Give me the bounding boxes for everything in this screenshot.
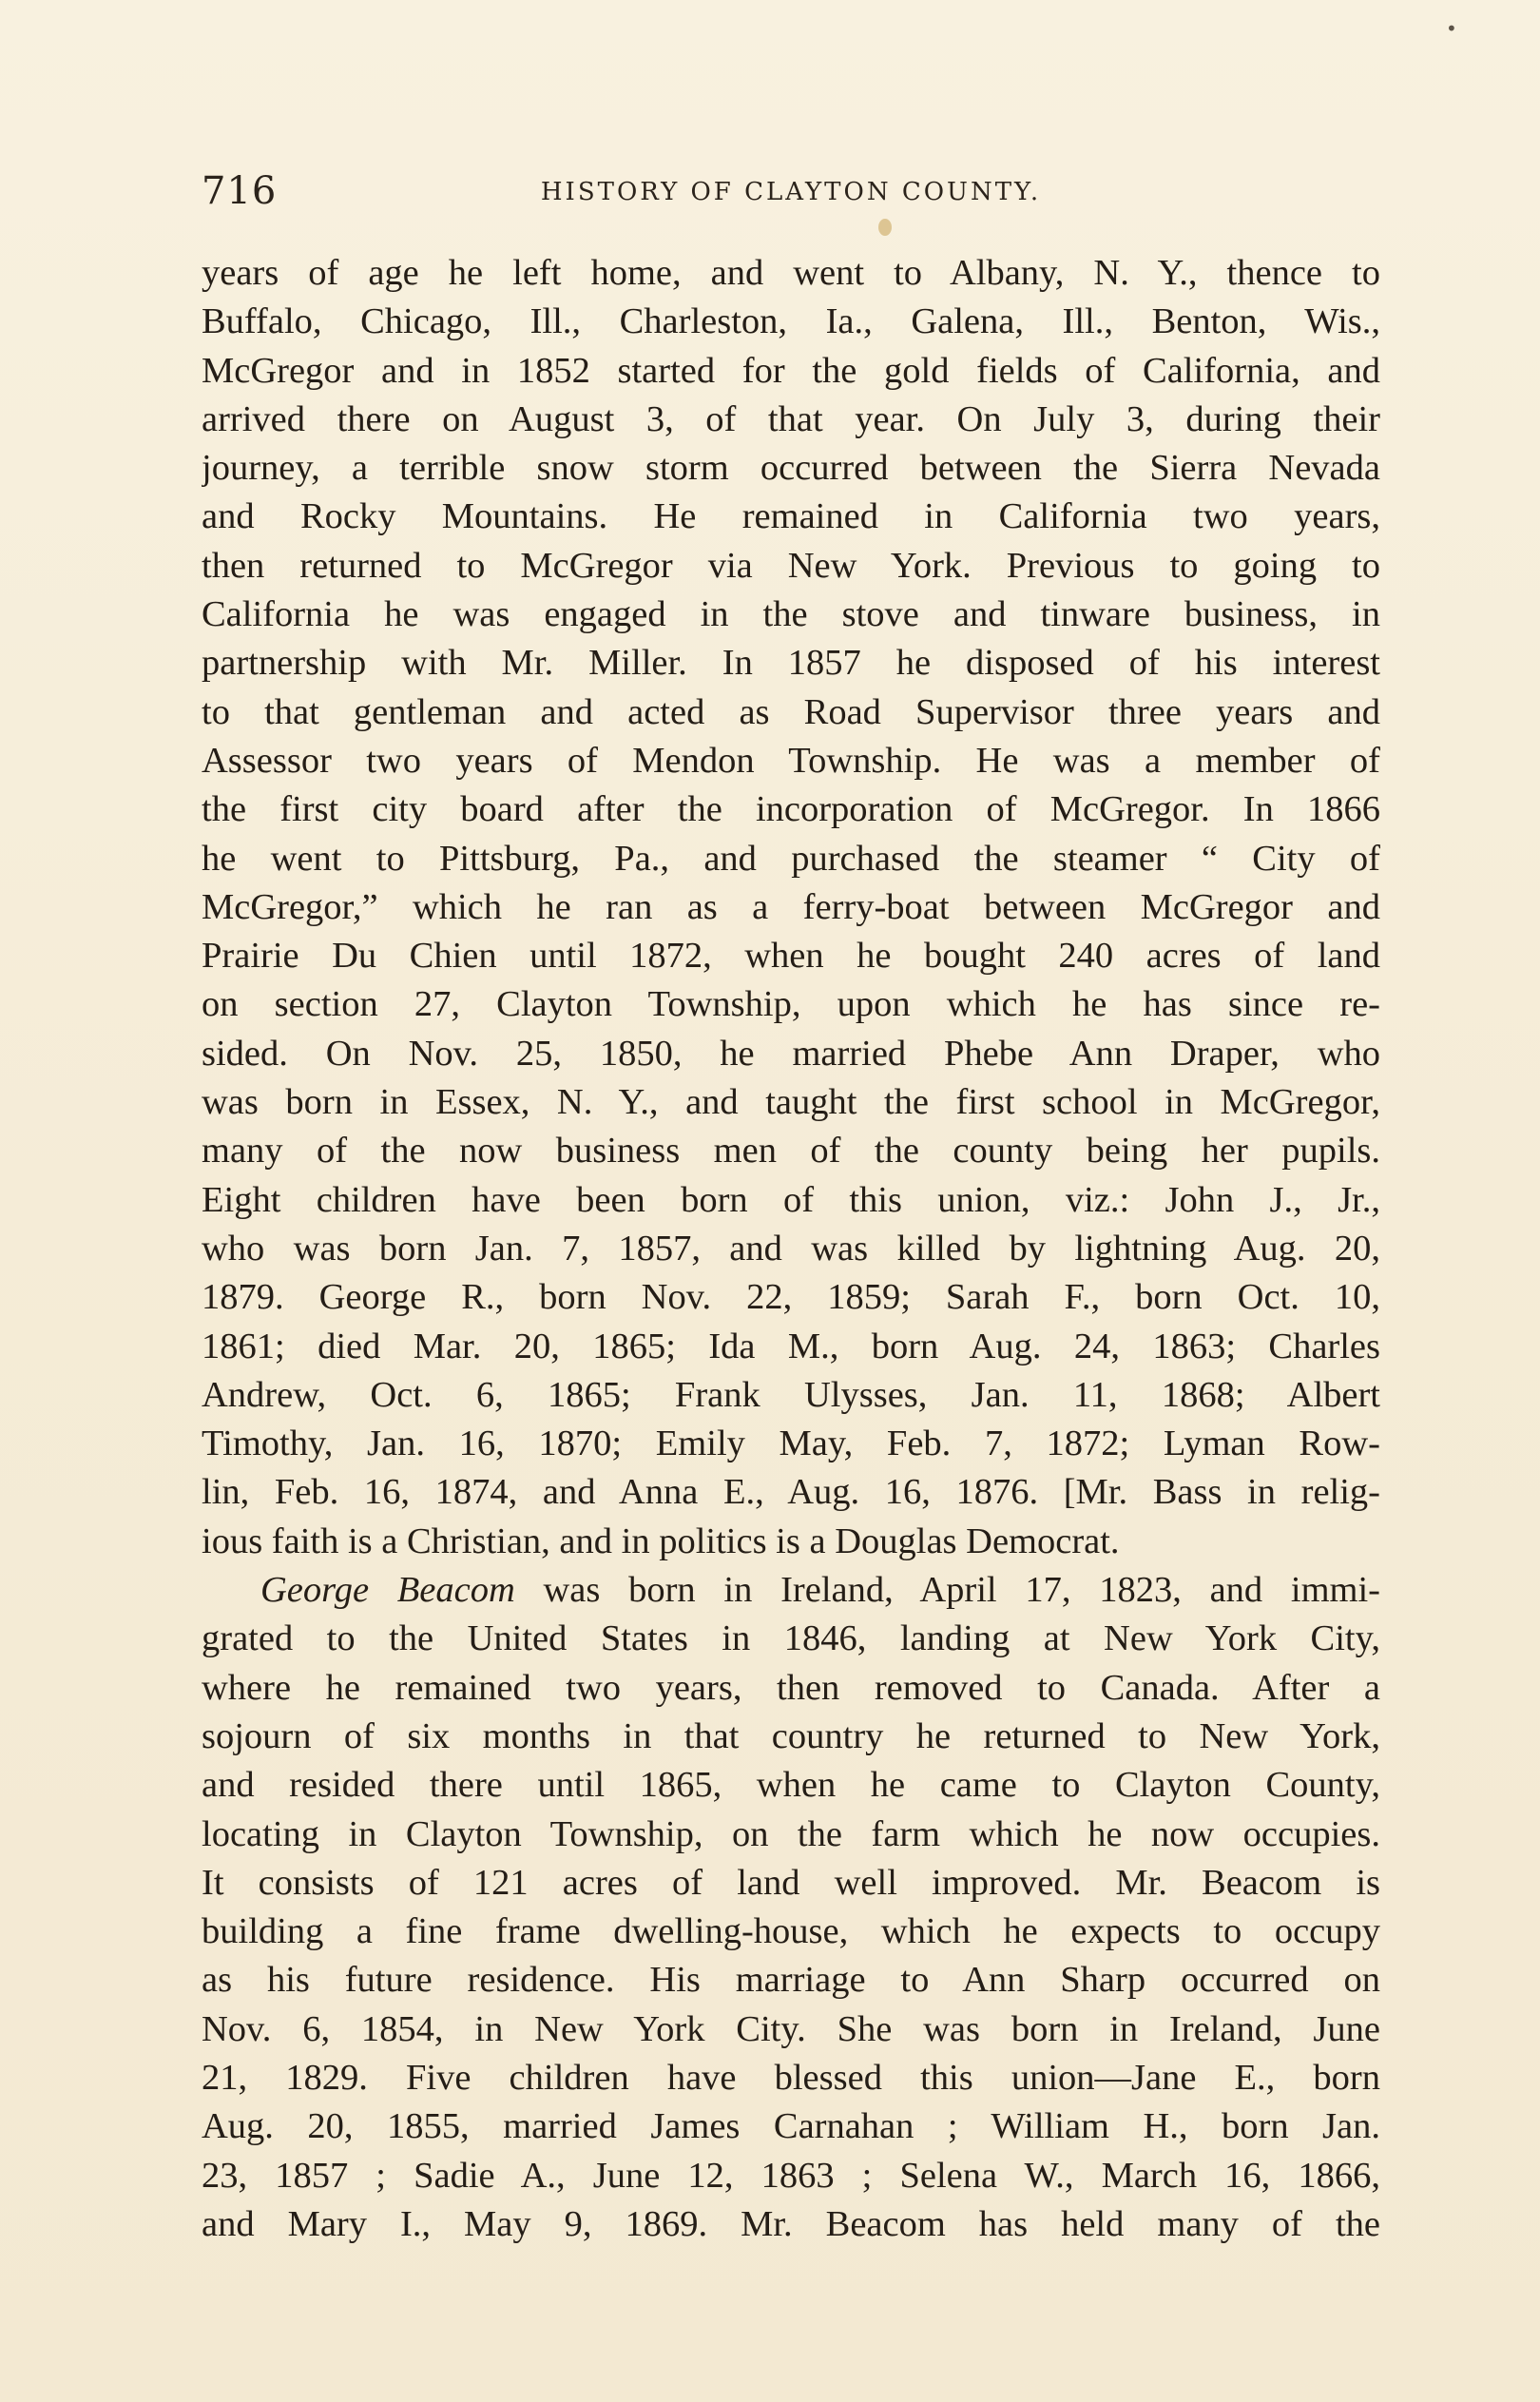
text-line: 21, 1829. Five children have blessed this union—Jane E., born [202,2057,1380,2098]
text-line: and resided there until 1865, when he came to Clayton County, [202,1765,1380,1806]
text-line: grated to the United States in 1846, landing at New York City, [202,1618,1380,1659]
paragraph-bass-continued [202,249,1380,1566]
text-line: Nov. 6, 1854, in New York City. She was born in Ireland, June [202,2008,1380,2049]
text-line: as his future residence. His marriage to Ann Sharp occurred on [202,1960,1380,2001]
running-title: HISTORY OF CLAYTON COUNTY. [540,178,1042,206]
text-line: journey, a terrible snow storm occurred between the Sierra Nevada [202,448,1380,489]
text-line: California he was engaged in the stove and tinware business, in [202,594,1380,635]
text-line: It consists of 121 acres of land well improved. Mr. Beacom is [202,1862,1380,1903]
text-line: locating in Clayton Township, on the farm which he now occupies. [202,1813,1380,1854]
text-line: ious faith is a Christian, and in politics is a Douglas Democrat. [202,1521,1120,1561]
text-line: arrived there on August 3, of that year. On July 3, during their [202,398,1380,439]
page-header [202,169,1380,217]
text-line: where he remained two years, then removed to Canada. After a [202,1667,1380,1708]
text-line: lin, Feb. 16, 1874, and Anna E., Aug. 16, 1876. [Mr. Bass in relig- [202,1472,1380,1513]
corner-mark: • [1446,17,1457,40]
text-line: to that gentleman and acted as Road Supervisor three years and [202,691,1380,732]
text-line: sided. On Nov. 25, 1850, he married Phebe Ann Draper, who [202,1033,1380,1074]
text-line: Prairie Du Chien until 1872, when he bought 240 acres of land [202,936,1380,977]
text-line: and Rocky Mountains. He remained in California two years, [202,496,1380,537]
text-line: he went to Pittsburg, Pa., and purchased the steamer “ City of [202,838,1380,879]
text-line: McGregor and in 1852 started for the gold fields of California, and [202,350,1380,391]
text-line: who was born Jan. 7, 1857, and was killed by lightning Aug. 20, [202,1228,1380,1269]
paragraph-beacom [202,1566,1380,2249]
ink-speck [878,219,892,236]
text-line: Andrew, Oct. 6, 1865; Frank Ulysses, Jan. 11, 1868; Albert [202,1374,1380,1415]
text-line: many of the now business men of the county being her pupils. [202,1131,1380,1172]
text-line: McGregor,” which he ran as a ferry-boat between McGregor and [202,886,1380,927]
text-line: Timothy, Jan. 16, 1870; Emily May, Feb. 7, 1872; Lyman Row- [202,1424,1380,1464]
page-number: 716 [202,169,278,213]
text-line: Aug. 20, 1855, married James Carnahan ; William H., born Jan. [202,2106,1380,2147]
body-text [202,249,1380,2249]
text-line: on section 27, Clayton Township, upon which he has since re- [202,984,1380,1025]
text-line: 23, 1857 ; Sadie A., June 12, 1863 ; Selena W., March 16, 1866, [202,2155,1380,2196]
text-line: sojourn of six months in that country he returned to New York, [202,1715,1380,1756]
text-line: Eight children have been born of this union, viz.: John J., Jr., [202,1179,1380,1220]
text-line: Buffalo, Chicago, Ill., Charleston, Ia., Galena, Ill., Benton, Wis., [202,301,1380,342]
text-line: the first city board after the incorporation of McGregor. In 1866 [202,789,1380,830]
first-line-text: was born in Ireland, April 17, 1823, and immi- [514,1570,1380,1611]
text-line: and Mary I., May 9, 1869. Mr. Beacom has held many of the [202,2203,1380,2244]
text-line: 1879. George R., born Nov. 22, 1859; Sarah F., born Oct. 10, [202,1277,1380,1318]
text-line: building a fine frame dwelling-house, which he expects to occupy [202,1911,1380,1952]
paragraph-first-line [202,1566,1380,1615]
text-line: partnership with Mr. Miller. In 1857 he disposed of his interest [202,643,1380,684]
text-line: was born in Essex, N. Y., and taught the first school in McGregor, [202,1082,1380,1123]
text-line: years of age he left home, and went to Albany, N. Y., thence to [202,253,1380,293]
text-line: then returned to McGregor via New York. Previous to going to [202,545,1380,586]
text-line: 1861; died Mar. 20, 1865; Ida M., born Aug. 24, 1863; Charles [202,1326,1380,1366]
text-line: Assessor two years of Mendon Township. He was a member of [202,740,1380,781]
subject-name: George Beacom [260,1570,515,1611]
